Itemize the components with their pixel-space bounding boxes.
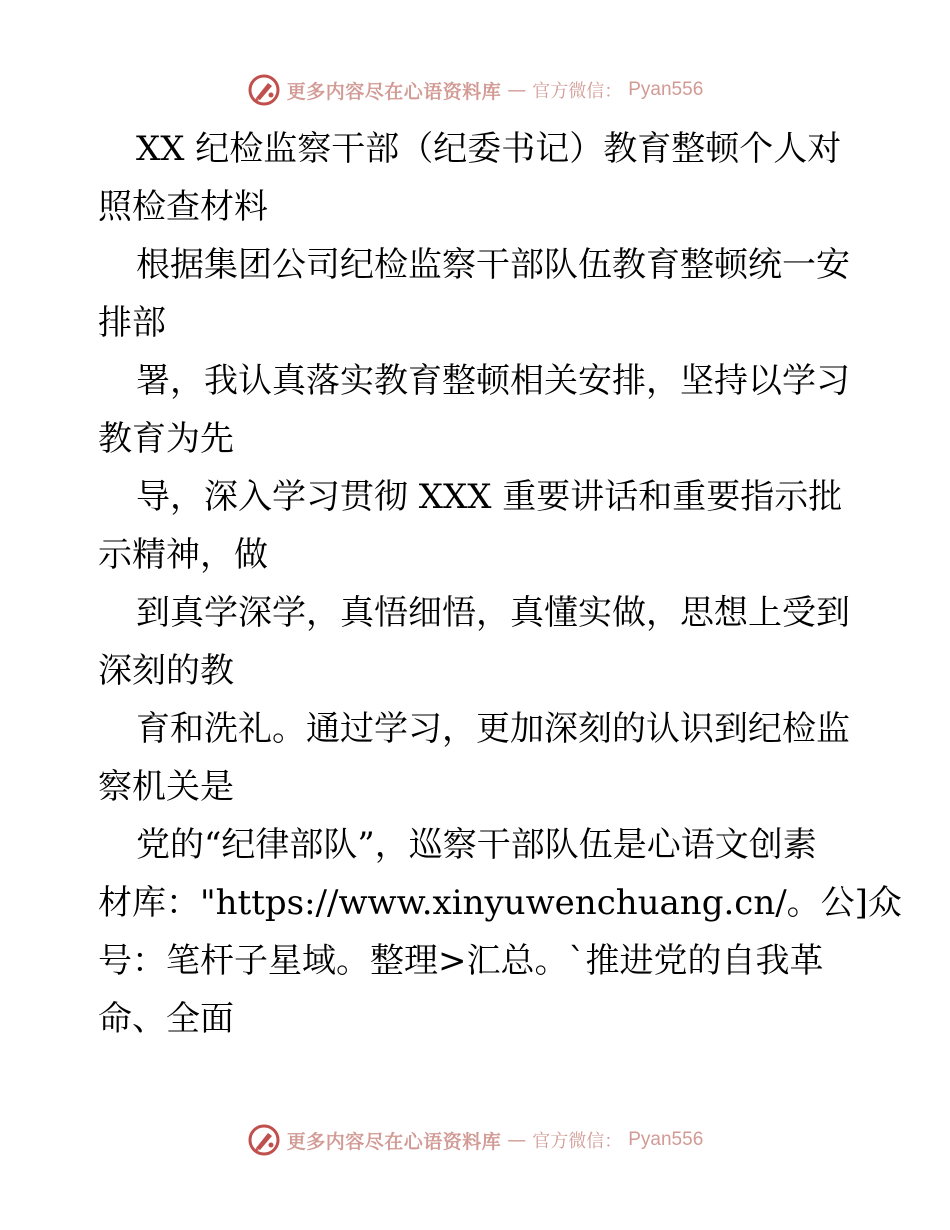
header-watermark	[0, 70, 950, 110]
text-line: 示精神，做	[98, 535, 268, 575]
text-line: 照检查材料	[98, 187, 268, 227]
watermark-text: 更多内容尽在心语资料库	[286, 1130, 502, 1153]
watermark-label: 官方微信：	[532, 1131, 623, 1152]
footer-watermark	[0, 1120, 950, 1160]
text-line: 号：笔杆子星域。整理>汇总。`推进党的自我革	[98, 941, 824, 981]
text-line: 材库："https://www.xinyuwenchuang.cn/。公]众	[98, 883, 902, 923]
text-line: 导，深入学习贯彻 XXX 重要讲话和重要指示批	[136, 477, 843, 517]
text-line: 察机关是	[98, 767, 234, 807]
text-line: 教育为先	[98, 419, 234, 459]
watermark-text: 更多内容尽在心语资料库	[286, 80, 502, 103]
watermark-id: Pyan556	[628, 1129, 704, 1150]
text-line: 命、全面	[98, 999, 234, 1039]
text-line: 根据集团公司纪检监察干部队伍教育整顿统一安	[136, 245, 850, 285]
pen-logo-icon	[247, 73, 281, 107]
text-line: 育和洗礼。通过学习，更加深刻的认识到纪检监	[136, 709, 850, 749]
watermark-separator: —	[507, 79, 527, 101]
text-line: 排部	[98, 303, 166, 343]
watermark-label: 官方微信：	[532, 81, 623, 102]
pen-logo-icon	[247, 1123, 281, 1157]
document-body	[98, 120, 902, 1048]
text-line: XX 纪检监察干部（纪委书记）教育整顿个人对	[136, 129, 842, 169]
watermark-separator: —	[507, 1129, 527, 1151]
text-line: 党的“纪律部队”，巡察干部队伍是心语文创素	[136, 825, 817, 865]
watermark-id: Pyan556	[628, 79, 704, 100]
text-line: 到真学深学，真悟细悟，真懂实做，思想上受到	[136, 593, 850, 633]
text-line: 署，我认真落实教育整顿相关安排，坚持以学习	[136, 361, 850, 401]
text-line: 深刻的教	[98, 651, 234, 691]
